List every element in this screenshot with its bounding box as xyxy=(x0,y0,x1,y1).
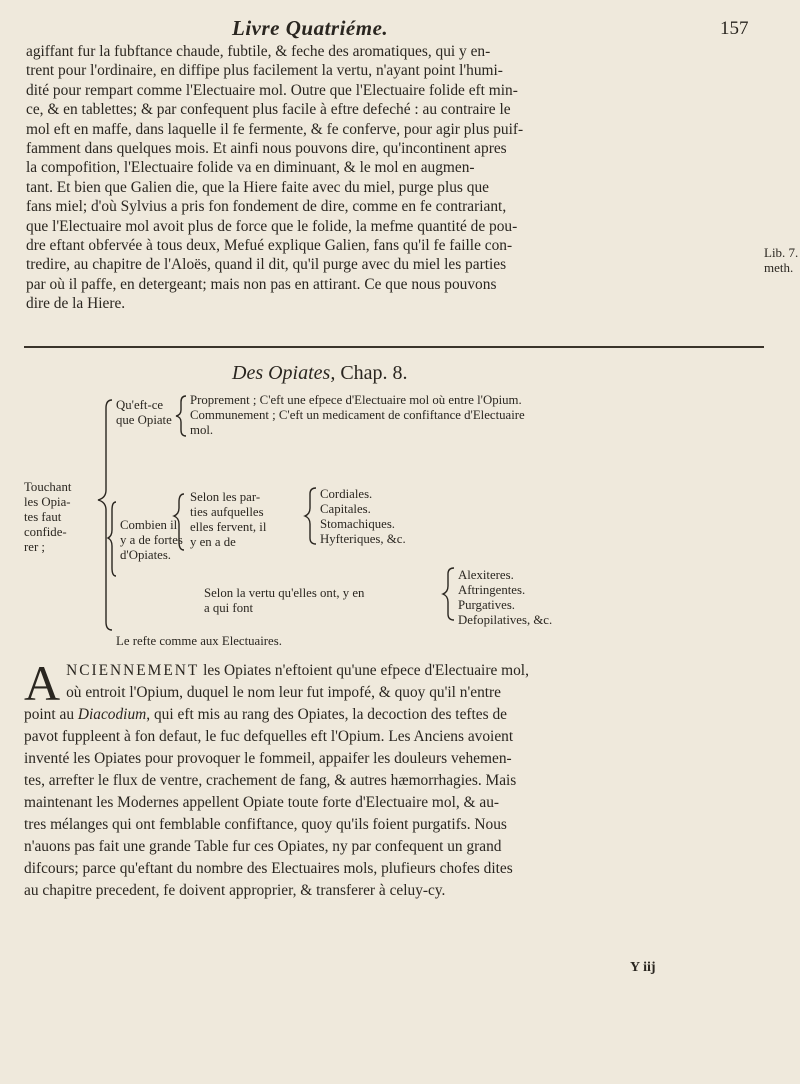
sub1-head-line: ties aufquelles xyxy=(190,505,264,519)
sub1-head-line: Selon les par- xyxy=(190,490,261,504)
chapter-title-main: Des Opiates, xyxy=(232,362,336,384)
sub2-item: Alexiteres. xyxy=(458,568,514,582)
chapter-title xyxy=(232,362,408,385)
text-line: maintenant les Modernes appellent Opiate toute forte d'Electuaire mol, & au- xyxy=(24,794,500,811)
q1-items xyxy=(190,393,525,438)
text-line: dire de la Hiere. xyxy=(26,295,126,313)
q2-head-line: Combien il xyxy=(120,518,178,532)
q2-head xyxy=(120,518,183,563)
text-line: que l'Electuaire mol avoit plus de force que le folide, la mefme quantité de pou- xyxy=(26,217,518,235)
running-header-title: Livre Quatriéme. xyxy=(232,16,389,40)
paragraph-1 xyxy=(26,42,768,314)
margin-note-line: Lib. 7. xyxy=(764,245,799,260)
sub1-head xyxy=(190,490,266,550)
synopsis-left-label xyxy=(24,480,71,555)
section-divider xyxy=(24,346,764,348)
text-line: où entroit l'Opium, duquel le nom leur fut impofé, & quoy qu'il n'entre xyxy=(66,684,502,701)
paragraph-2 xyxy=(24,655,776,902)
q1-item: mol. xyxy=(190,423,214,437)
sub1-head-line: elles fervent, il xyxy=(190,520,267,534)
first-word: NCIENNEMENT xyxy=(66,662,200,679)
text-line: tres mélanges qui ont femblable confiftance, quoy qu'ils foient purgatifs. Nous xyxy=(24,816,507,833)
signature-mark: Y iij xyxy=(630,960,656,975)
label-line: Touchant xyxy=(24,480,72,494)
text-line: mol eft en maffe, dans laquelle il fe fermente, & fe conferve, pour agir plus puif- xyxy=(26,120,524,138)
q1-head-line: Qu'eft-ce xyxy=(116,398,164,412)
text-line: ce, & en tablettes; & par confequent plus facile à eftre defeché : au contraire le xyxy=(26,101,511,119)
sub1-item: Stomachiques. xyxy=(320,517,395,531)
text-line: tredire, au chapitre de l'Aloës, quand il dit, qu'il purge avec du miel les parties xyxy=(26,256,507,274)
chapter-title-number: Chap. 8. xyxy=(340,362,408,384)
term-diacodium: Diacodium xyxy=(77,706,147,723)
text-line: n'auons pas fait une grande Table fur ces Opiates, ny par confequent un grand xyxy=(24,838,502,855)
sub2-head-line: a qui font xyxy=(204,601,254,615)
text-line: difcours; parce qu'eftant du nombre des Electuaires mols, plufieurs chofes dites xyxy=(24,860,513,877)
q1-head-line: que Opiate xyxy=(116,413,172,427)
sub1-items xyxy=(320,487,406,547)
text-line: trent pour l'ordinaire, en diffipe plus facilement la vertu, n'ayant point l'humi- xyxy=(26,62,503,80)
margin-note-line: meth. xyxy=(764,260,794,275)
text-line xyxy=(24,704,776,726)
label-line: confide- xyxy=(24,525,67,539)
drop-cap: A xyxy=(24,655,61,711)
synopsis-table xyxy=(24,390,784,690)
q2-head-line: y a de fortes xyxy=(120,533,183,547)
label-line: rer ; xyxy=(24,540,45,554)
page-number: 157 xyxy=(720,18,749,39)
q2-head-line: d'Opiates. xyxy=(120,548,171,562)
text-fragment: , qui eft mis au rang des Opiates, la decoction des teftes de xyxy=(146,706,507,723)
sub1-item: Hyfteriques, &c. xyxy=(320,532,406,546)
q1-brace-icon xyxy=(176,396,186,436)
text-line xyxy=(24,660,776,682)
text-line: dre eftant obfervée à tous deux, Mefué explique Galien, fans qu'il fe faille con- xyxy=(26,237,513,255)
label-line: tes faut xyxy=(24,510,62,524)
sub1-item: Cordiales. xyxy=(320,487,373,501)
text-line: pavot fuppleent à fon defaut, le fuc defquelles eft l'Opium. Les Anciens avoient xyxy=(24,728,514,745)
main-brace-icon xyxy=(98,400,112,630)
text-fragment: les Opiates n'eftoient qu'une efpece d'Electuaire mol, xyxy=(199,662,529,679)
q1-item: Proprement ; C'eft une efpece d'Electuaire mol où entre l'Opium. xyxy=(190,393,522,407)
text-line: par où il paffe, en detergeant; mais non pas en attirant. Ce que nous pouvons xyxy=(26,275,497,293)
sub2-items-brace-icon xyxy=(443,568,454,620)
text-line: au chapitre precedent, fe doivent approprier, & transferer à celuy-cy. xyxy=(24,882,446,899)
text-line: la compofition, l'Electuaire folide va en diminuant, & le mol en augmen- xyxy=(26,159,475,177)
sub2-item: Defopilatives, &c. xyxy=(458,613,553,627)
text-line: dité pour rempart comme l'Electuaire mol. Outre que l'Electuaire folide eft min- xyxy=(26,81,518,99)
text-line: tes, arrefter le flux de ventre, crachement de fang, & autres hæmorrhagies. Mais xyxy=(24,772,517,789)
text-line: famment dans quelques mois. Et ainfi nous pouvons dire, qu'incontinent apres xyxy=(26,140,507,158)
text-fragment: point au xyxy=(24,706,78,723)
sub2-item: Aftringentes. xyxy=(458,583,526,597)
q2-brace-icon xyxy=(108,502,116,576)
sub2-head xyxy=(204,586,364,616)
margin-note xyxy=(764,245,798,275)
text-line: fans miel; d'où Sylvius a pris fon fondement de dire, comme en fe contrariant, xyxy=(26,198,507,216)
sub2-item: Purgatives. xyxy=(458,598,515,612)
sub1-item: Capitales. xyxy=(320,502,371,516)
sub1-items-brace-icon xyxy=(305,488,316,544)
sub1-head-line: y en a de xyxy=(190,535,236,549)
q3-item: Le refte comme aux Electuaires. xyxy=(116,634,282,648)
text-line: agiffant fur la fubftance chaude, fubtile, & feche des aromatiques, qui y en- xyxy=(26,43,491,60)
text-line: inventé les Opiates pour provoquer le fommeil, appaifer les douleurs vehemen- xyxy=(24,750,512,767)
q1-head xyxy=(116,398,172,428)
sub2-items xyxy=(458,568,552,628)
q1-item: Communement ; C'eft un medicament de confiftance d'Electuaire xyxy=(190,408,525,422)
label-line: les Opia- xyxy=(24,495,71,509)
sub2-head-line: Selon la vertu qu'elles ont, y en xyxy=(204,586,365,600)
text-line: tant. Et bien que Galien die, que la Hiere faite avec du miel, purge plus que xyxy=(26,178,489,196)
